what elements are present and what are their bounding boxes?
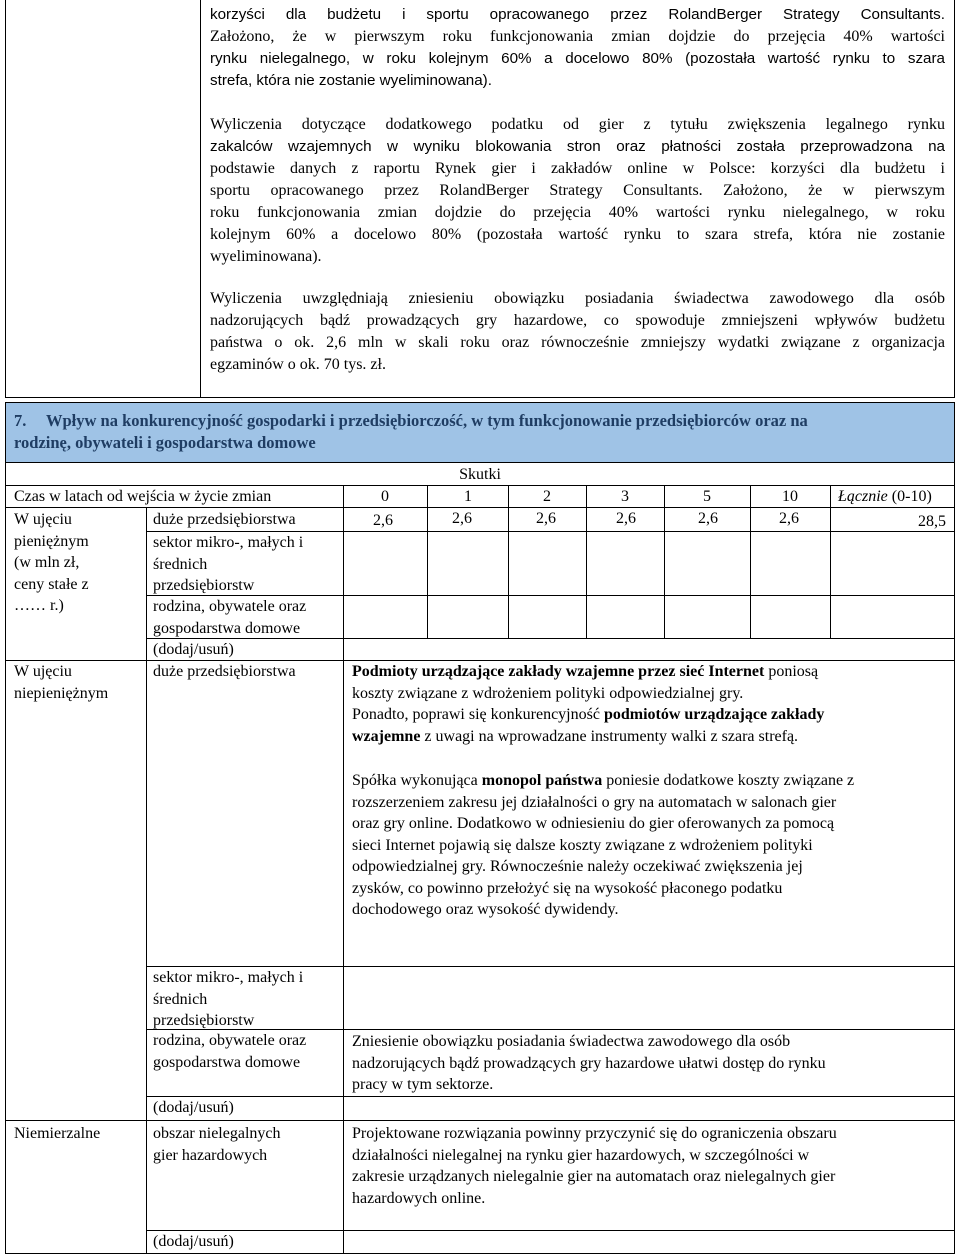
text-line: strefa, która nie zostanie wyeliminowana). — [210, 72, 492, 89]
text-line: pracy w tym sektorze. — [352, 1076, 494, 1093]
text-fragment: poniesie dodatkowe koszty związane z — [602, 772, 855, 789]
text-line: oraz gry online. Dodatkowo w odniesieniu do gier oferowanych za pomocą — [352, 815, 835, 832]
text-line: nadzorujących bądź prowadzących gry hazardowe, co spowoduje zmniejszeni wpływów budżetu — [210, 312, 945, 329]
nm-family-text — [352, 1031, 947, 1096]
header-top-border — [5, 402, 955, 403]
text-line: niepieniężnym — [14, 684, 109, 702]
text-line: Zniesienie obowiązku posiadania świadectwa zawodowego dla osób — [352, 1033, 791, 1050]
row-large-label: duże przedsiębiorstwa — [153, 511, 296, 528]
header-left-border — [5, 402, 6, 462]
text-line: zakresie urządzanych nielegalnie gier na automatach oraz nielegalnych gier — [352, 1168, 836, 1185]
top-paragraph-2 — [210, 114, 945, 268]
unmeasurable-label: Niemierzalne — [14, 1125, 101, 1142]
total-label-italic: Łącznie — [838, 488, 888, 505]
text-line: W ujęciu — [14, 511, 72, 528]
text-line: (w mln zł, — [14, 554, 80, 571]
unmeasurable-add-remove-link[interactable]: (dodaj/usuń) — [153, 1233, 234, 1250]
text-line: wyeliminowana). — [210, 248, 322, 265]
text-fragment: poniosą — [764, 663, 819, 680]
year-10: 10 — [782, 488, 798, 505]
table-line — [427, 485, 428, 638]
text-fragment: Spółka wykonująca — [352, 772, 482, 789]
text-line: korzyści dla budżetu i sportu opracowanego przez RolandBerger Strategy Consultants. — [210, 6, 945, 23]
text-line: W ujęciu — [14, 663, 72, 680]
row-large-value: 2,6 — [536, 510, 556, 527]
bold-fragment: Podmioty urządzające zakłady wzajemne przez sieć Internet — [352, 663, 765, 680]
time-label: Czas w latach od wejścia w życie zmian — [14, 488, 272, 505]
nm-micro-label — [153, 967, 303, 1032]
text-line: rodzina, obywatele oraz — [153, 598, 307, 615]
text-line: państwa o ok. 2,6 mln w skali roku oraz równocześnie zmniejszy wydatki związane z organizacja — [210, 334, 945, 351]
illegal-gambling-text — [352, 1123, 947, 1209]
text-line: roku funkcjonowania zmian dojdzie do przejęcia 40% wartości rynku nielegalnego, w roku — [210, 204, 945, 221]
section-title-line: rodzinę, obywateli i gospodarstwa domowe — [14, 433, 316, 452]
bold-fragment: wzajemne — [352, 727, 421, 745]
text-line: rozszerzeniem zakresu jej działalności o gry na automatach w salonach gier — [352, 793, 837, 811]
text-line: przedsiębiorstw — [153, 577, 255, 594]
text-line: obszar nielegalnych — [153, 1125, 281, 1142]
year-3: 3 — [621, 488, 629, 505]
text-line: gier hazardowych — [153, 1146, 268, 1164]
top-paragraph-3 — [210, 288, 945, 376]
row-large-value: 2,6 — [698, 510, 718, 527]
table-line — [146, 1230, 955, 1231]
row-large-value: 2,6 — [616, 510, 636, 527]
text-line: sieci Internet pojawią się dalsze koszty związane z wdrożeniem polityki — [352, 836, 813, 854]
text-line: zakalców wzajemnych w wyniku blokowania stron oraz płatności została przeprowadzona na — [210, 138, 945, 155]
text-line: nadzorujących bądź prowadzących gry hazardowe ułatwi dostęp do rynku — [352, 1054, 826, 1072]
illegal-gambling-label — [153, 1123, 281, 1166]
bold-fragment: monopol państwa — [481, 772, 603, 789]
add-remove-link[interactable]: (dodaj/usuń) — [153, 641, 234, 658]
row-micro-label — [153, 532, 303, 597]
text-line: rodzina, obywatele oraz — [153, 1032, 307, 1049]
table-line — [5, 1253, 955, 1254]
table-line — [5, 462, 955, 463]
table-line — [664, 485, 665, 638]
year-2: 2 — [543, 488, 551, 505]
text-line: ceny stałe z — [14, 575, 89, 593]
top-box-right-border — [954, 0, 955, 398]
row-large-value: 2,6 — [452, 510, 472, 527]
text-fragment: z uwagi na wprowadzane instrumenty walki z szara strefą. — [420, 727, 799, 745]
bold-fragment: podmiotów urządzające zakłady — [603, 706, 825, 723]
nm-large-text-2 — [352, 770, 947, 921]
total-label — [838, 486, 932, 508]
year-1: 1 — [464, 488, 472, 505]
table-line — [146, 1096, 955, 1097]
row-large-value: 2,6 — [373, 512, 393, 529]
text-line: sektor mikro-, małych i — [153, 969, 304, 986]
text-line: rynku nielegalnego, w roku kolejnym 60% a docelowo 80% (pozostała wartość rynku to szara — [210, 50, 945, 67]
table-line — [750, 485, 751, 638]
table-line — [5, 462, 6, 1254]
text-line: hazardowych online. — [352, 1189, 486, 1207]
total-label-rest: (0-10) — [887, 488, 932, 505]
nm-family-label — [153, 1030, 306, 1073]
text-line: odpowiedzialnej gry. Równocześnie należy oczekiwać zwiększenia jej — [352, 858, 803, 875]
skutki-label: Skutki — [459, 466, 501, 483]
table-line — [830, 485, 831, 638]
top-box-bottom-border — [5, 397, 955, 398]
nm-large-label: duże przedsiębiorstwa — [153, 663, 296, 680]
table-line — [954, 462, 955, 1254]
year-0: 0 — [381, 488, 389, 505]
text-line: pieniężnym — [14, 532, 89, 550]
table-line — [146, 507, 147, 1254]
section-title-line: Wpływ na konkurencyjność gospodarki i przedsiębiorczość, w tym funkcjonowanie przedsiębiorców oraz na — [46, 411, 808, 430]
row-large-value: 2,6 — [779, 510, 799, 527]
text-line: sportu opracowanego przez RolandBerger Strategy Consultants. Założono, że w pierwszym — [210, 182, 945, 199]
table-line — [508, 485, 509, 638]
nm-large-text — [352, 661, 947, 747]
row-large-total: 28,5 — [918, 513, 946, 530]
section-title — [14, 410, 946, 454]
text-line: Projektowane rozwiązania powinny przyczynić się do ograniczenia obszaru — [352, 1125, 837, 1142]
text-line: zysków, co powinno przełożyć się na wysokość płaconego podatku — [352, 879, 783, 897]
text-line: Założono, że w pierwszym roku funkcjonowania zmian dojdzie do przejęcia 40% wartości — [210, 28, 945, 45]
monetary-label — [14, 509, 139, 617]
section-number: 7. — [14, 411, 27, 430]
text-line: koszty związane z wdrożeniem polityki odpowiedzialnej gry. — [352, 684, 744, 702]
text-line: Wyliczenia dotyczące dodatkowego podatku od gier z tytułu zwiększenia legalnego rynku — [210, 116, 945, 133]
year-5: 5 — [703, 488, 711, 505]
text-line: średnich — [153, 555, 208, 573]
table-line — [343, 485, 344, 1254]
text-line: dochodowego oraz wysokość dywidendy. — [352, 901, 619, 918]
top-paragraph-1 — [210, 4, 945, 92]
text-line: …… r.) — [14, 597, 64, 614]
text-line: kolejnym 60% a docelowo 80% (pozostała wartość rynku to szara strefa, która nie zostanie — [210, 226, 945, 243]
text-line: podstawie danych z raportu Rynek gier i zakładów online w Polsce: korzyści dla budżetu i — [210, 160, 945, 177]
table-line — [586, 485, 587, 638]
table-line — [5, 1120, 955, 1121]
header-right-border — [954, 402, 955, 462]
text-line: gospodarstwa domowe — [153, 619, 301, 637]
top-box-inner-border — [200, 0, 201, 398]
text-fragment: Ponadto, poprawi się konkurencyjność — [352, 706, 604, 723]
text-line: gospodarstwa domowe — [153, 1053, 301, 1071]
row-family-label — [153, 596, 306, 639]
text-line: przedsiębiorstw — [153, 1012, 255, 1029]
text-line: Wyliczenia uwzględniają zniesieniu obowiązku posiadania świadectwa zawodowego dla osób — [210, 290, 945, 307]
text-line: egzaminów o ok. 70 tys. zł. — [210, 356, 386, 373]
text-line: sektor mikro-, małych i — [153, 534, 304, 551]
text-line: średnich — [153, 990, 208, 1008]
nm-add-remove-link[interactable]: (dodaj/usuń) — [153, 1099, 234, 1116]
top-box-left-border — [5, 0, 6, 398]
nonmonetary-label — [14, 661, 108, 704]
text-line: działalności nielegalnej na rynku gier hazardowych, w szczególności w — [352, 1146, 810, 1164]
